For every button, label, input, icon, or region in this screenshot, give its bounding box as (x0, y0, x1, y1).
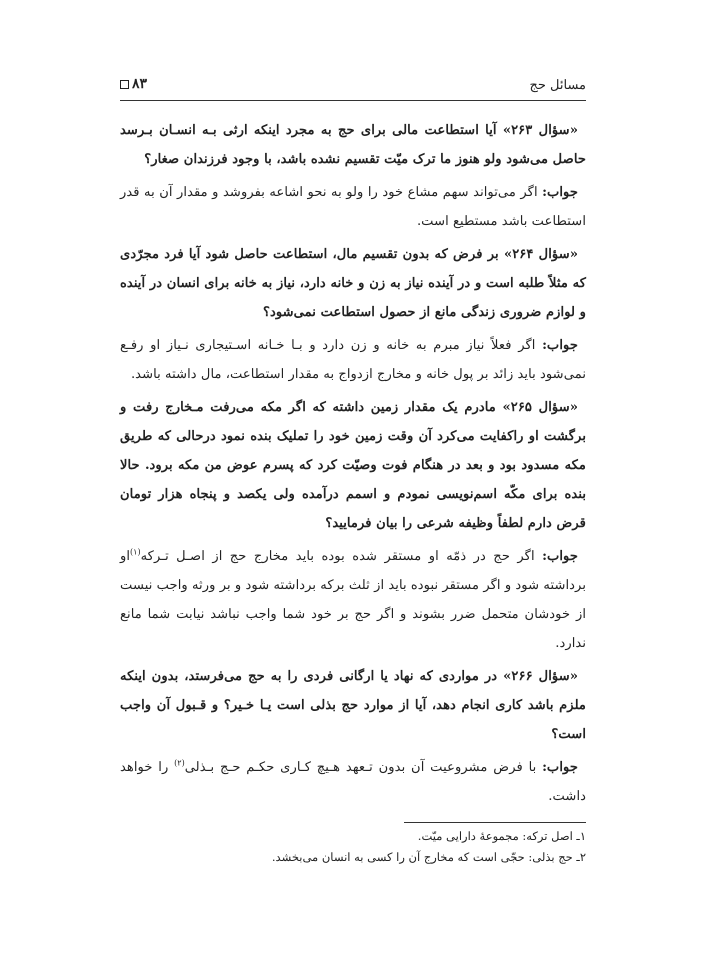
question-label: «سؤال ۲۶۵» (502, 400, 578, 415)
answer-266 (120, 753, 586, 811)
answer-text-part1: اگر حج در ذمّه او مستقر شده بوده باید مخارج حج از اصـل تـرکه (140, 549, 535, 564)
square-icon (120, 80, 129, 89)
answer-label: جواب: (542, 760, 578, 775)
footnote-2: ۲ـ حج بذلی: حجّی است که مخارج آن را کسی به انسان می‌بخشد. (271, 850, 586, 864)
answer-264 (120, 331, 586, 389)
answer-263 (120, 178, 586, 236)
question-text: بر فرض که بدون تقسیم مال، استطاعت حاصل شود آیا فرد مجرّدی که مثلاً طلبه است و در آینده نیاز به زن و خانه دارد، نیاز به خانه برای انسان در آینده و لوازم ضروری زندگی مانع از حصول استطاعت نمی‌شود؟ (120, 247, 586, 320)
question-text: در مواردی که نهاد یا ارگانی فردی را به حج می‌فرستد، بدون اینکه ملزم باشد کاری انجام دهد، آیا از موارد حج بذلی است یـا خـیر؟ و قـبول آن واجب است؟ (120, 669, 586, 742)
question-263 (120, 116, 586, 174)
question-266 (120, 662, 586, 749)
question-265 (120, 393, 586, 538)
page-number (120, 76, 147, 92)
header-title: مسائل حج (529, 78, 586, 93)
footnote-ref-2: (۲) (174, 758, 185, 768)
question-text: آیا استطاعت مالی برای حج به مجرد اینکه ارثی بـه انسـان بـرسد حاصل می‌شود ولو هنوز ما ترک میّت تقسیم نشده باشد، با وجود فرزندان صغار؟ (120, 123, 586, 167)
answer-text-part2: او برداشته شود و اگر مستقر نبوده باید از ثلث برکه برداشته شود و بر ورثه واجب نیست از خودشان متحمل ضرر بشوند و اگر حج بر خود شما واجب نباشد نیابت شما مانع ندارد. (120, 549, 586, 651)
answer-text: اگر می‌تواند سهم مشاع خود را ولو به نحو اشاعه بفروشد و مقدار آن به قدر استطاعت باشد مستطیع است. (120, 185, 586, 229)
running-header (120, 76, 586, 98)
question-label: «سؤال ۲۶۴» (503, 247, 578, 262)
answer-265 (120, 542, 586, 658)
footnote-1: ۱ـ اصل ترکه: مجموعهٔ دارایی میّت. (417, 829, 586, 843)
header-divider (120, 100, 586, 101)
answer-label: جواب: (542, 549, 578, 564)
footnote-ref-1: (۱) (130, 547, 141, 557)
answer-text-part1: با فرض مشروعیت آن بدون تـعهد هـیچ کـاری حکـم حـج بـذلی (184, 760, 537, 775)
page-number-text: ۸۳ (132, 76, 148, 92)
question-text: مادرم یک مقدار زمین داشته که اگر مکه می‌رفت مـخارج رفت و برگشت او راکفایت می‌کرد آن وقت زمین خود را تملیک بنده نمود درحالی که طریق مکه مسدود بود و بعد در هنگام فوت وصیّت کرد که پسرم عوض من مکه برود. حالا بنده برای مکّه اسم‌نویسی نمودم و اسمم درآمده ولی یکصد و پنجاه هزار تومان قرض دارم لطفاً وظیفه شرعی را بیان فرمایید؟ (120, 400, 586, 531)
footnotes (120, 826, 586, 868)
question-264 (120, 240, 586, 327)
answer-label: جواب: (542, 185, 579, 200)
question-label: «سؤال ۲۶۳» (502, 123, 578, 138)
answer-label: جواب: (542, 338, 578, 353)
main-text (120, 116, 586, 815)
answer-text-part2: را خواهد داشت. (120, 760, 586, 804)
answer-text: اگر فعلاً نیاز مبرم به خانه و زن دارد و بـا خـانه اسـتیجاری نـیاز او رفـع نمی‌شود باید زائد بر پول خانه و مخارج ازدواج به مقدار استطاعت، مال داشته باشد. (120, 338, 586, 382)
footnote-divider (404, 822, 586, 823)
question-label: «سؤال ۲۶۶» (503, 669, 578, 684)
